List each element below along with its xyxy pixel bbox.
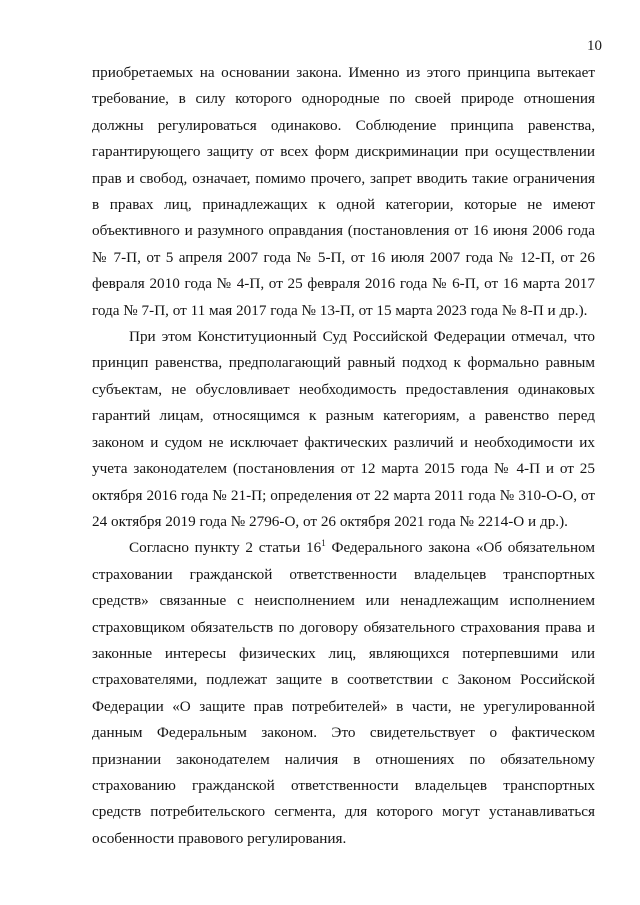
- paragraph-text-after: Федерального закона «Об обязательном страховании гражданской ответственности владельцев транспортных средств» связанные с неисполнением или ненадлежащим исполнением страховщиком обязательств по договору обязательного страхования права и законные интересы физических лиц, являющихся потерпевшими или страхователями, подлежат защите в соответствии с Законом Российской Федерации «О защите прав потребителей» в части, не урегулированной данным Федеральным законом. Это свидетельствует о фактическом признании законодателем наличия в отношениях по обязательному страхованию гражданской ответственности владельцев транспортных средств потребительского сегмента, для которого могут устанавливаться особенности правового регулирования.: [92, 539, 596, 847]
- article-superscript: 1: [321, 538, 326, 549]
- page-number: 10: [587, 38, 602, 54]
- document-body: [92, 60, 595, 852]
- paragraph-osago-law: [92, 535, 595, 852]
- paragraph-constitutional-court: При этом Конституционный Суд Российской Федерации отмечал, что принцип равенства, предполагающий равный подход к формально равным субъектам, не обусловливает необходимость предоставления одинаковых гарантий лицам, относящимся к разным категориям, а равенство перед законом и судом не исключает фактических различий и необходимости их учета законодателем (постановления от 12 марта 2015 года № 4-П и от 25 октября 2016 года № 21-П; определения от 22 марта 2011 года № 310-О-О, от 24 октября 2019 года № 2796-О, от 26 октября 2021 года № 2214-О и др.).: [92, 328, 595, 530]
- paragraph-continuation: приобретаемых на основании закона. Именно из этого принципа вытекает требование, в силу которого однородные по своей природе отношения должны регулироваться одинаково. Соблюдение принципа равенства, гарантирующего защиту от всех форм дискриминации при осуществлении прав и свобод, означает, помимо прочего, запрет вводить такие ограничения в правах лиц, принадлежащих к одной категории, которые не имеют объективного и разумного оправдания (постановления от 16 июня 2006 года № 7-П, от 5 апреля 2007 года № 5-П, от 16 июля 2007 года № 12-П, от 26 февраля 2010 года № 4-П, от 25 февраля 2016 года № 6-П, от 16 марта 2017 года № 7-П, от 11 мая 2017 года № 13-П, от 15 марта 2023 года № 8-П и др.).: [92, 64, 595, 319]
- paragraph-text-before: Согласно пункту 2 статьи 16: [129, 539, 322, 557]
